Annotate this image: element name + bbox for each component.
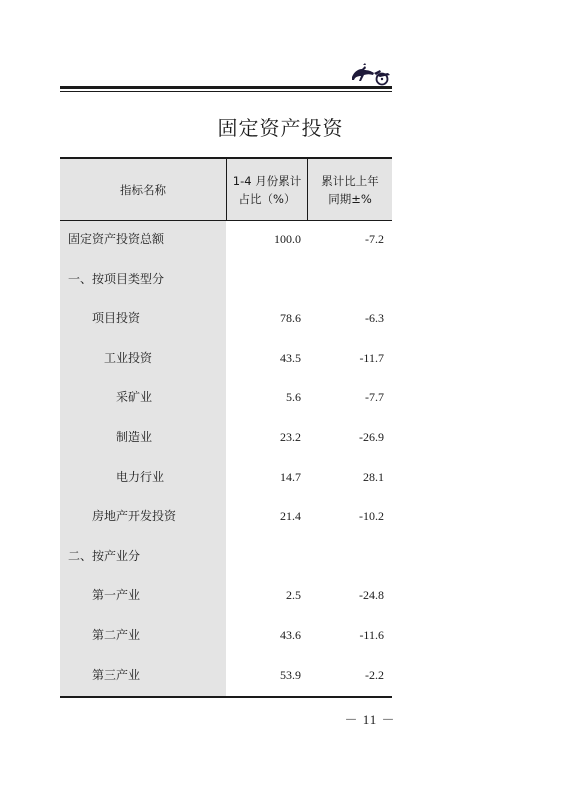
row-label: 二、按产业分	[68, 548, 141, 563]
change-value: -7.7	[365, 390, 384, 405]
change-value: -11.7	[359, 350, 384, 365]
column-header-line: 1-4 月份累计	[232, 173, 302, 188]
change-value: -26.9	[359, 430, 384, 444]
row-label: 房地产开发投资	[92, 509, 177, 524]
table-row	[60, 665, 392, 685]
column-header-line: 指标名称	[120, 182, 166, 197]
table-row	[60, 348, 392, 368]
change-value: -24.8	[359, 588, 384, 603]
table-row	[60, 546, 392, 566]
share-value: 43.5	[280, 350, 301, 365]
table-row	[60, 269, 392, 289]
table-row	[60, 467, 392, 487]
column-header-name	[60, 159, 226, 220]
column-header-line: 占比（%）	[238, 191, 296, 206]
share-value: 2.5	[286, 588, 301, 603]
change-value: -7.2	[365, 232, 384, 246]
share-value: 78.6	[280, 311, 301, 326]
change-value: -6.3	[365, 311, 384, 326]
table-row	[60, 585, 392, 605]
column-header-change	[308, 159, 392, 220]
row-label: 项目投资	[92, 311, 141, 326]
share-value: 43.6	[280, 628, 301, 642]
column-header-line: 同期±%	[328, 191, 372, 206]
table-header-rule	[60, 220, 392, 221]
row-label: 制造业	[116, 430, 153, 444]
share-value: 21.4	[280, 509, 301, 524]
change-value: -10.2	[359, 509, 384, 524]
change-value: -11.6	[359, 628, 384, 642]
table-bottom-rule	[60, 696, 392, 698]
change-value: 28.1	[363, 469, 384, 484]
table-row	[60, 308, 392, 328]
share-value: 53.9	[280, 667, 301, 682]
table-row	[60, 387, 392, 407]
row-label: 固定资产投资总额	[68, 232, 165, 246]
table-row	[60, 625, 392, 645]
table-row	[60, 427, 392, 447]
share-value: 14.7	[280, 469, 301, 484]
row-label: 一、按项目类型分	[68, 271, 165, 286]
column-header-line: 累计比上年	[321, 173, 379, 188]
table-row	[60, 229, 392, 249]
change-value: -2.2	[365, 667, 384, 682]
table-row	[60, 506, 392, 526]
row-label: 电力行业	[116, 469, 165, 484]
page-number: － 11 －	[344, 712, 396, 727]
page-title: 固定资产投资	[217, 116, 344, 140]
header-rule	[60, 86, 392, 89]
row-label: 第二产业	[92, 628, 141, 642]
share-value: 23.2	[280, 430, 301, 444]
header-rule-thin	[60, 91, 392, 92]
row-label: 第一产业	[92, 588, 141, 603]
share-value: 100.0	[274, 232, 301, 246]
row-label: 第三产业	[92, 667, 141, 682]
column-header-share	[227, 159, 307, 220]
row-label: 工业投资	[104, 350, 153, 365]
row-label: 采矿业	[116, 390, 153, 405]
horse-chariot-icon	[350, 60, 392, 86]
share-value: 5.6	[286, 390, 301, 405]
